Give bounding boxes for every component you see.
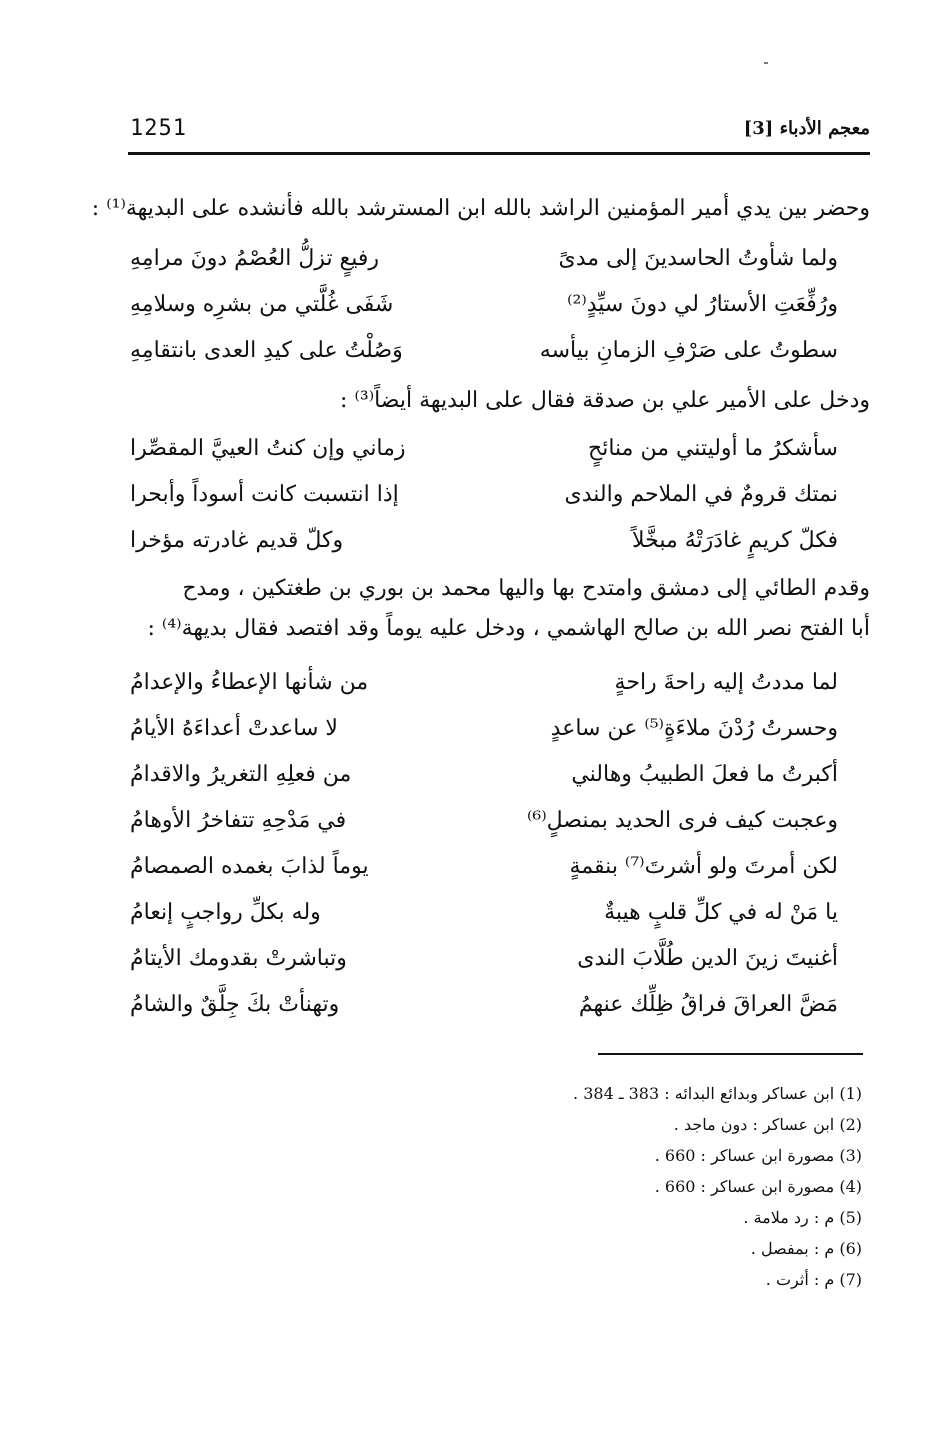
verse-line: [130, 894, 838, 940]
verse-line: [130, 240, 838, 286]
page-header: [128, 112, 870, 155]
verse-line: [130, 756, 838, 802]
verse-line: [130, 476, 838, 522]
verse-line: [130, 710, 838, 756]
verse-first-hemistich: أغنيتَ زينَ الدين طُلَّابَ الندى: [577, 946, 838, 971]
running-head: معجم الأدباء [3]: [743, 118, 870, 139]
verse-second-hemistich: وتباشرتْ بقدومك الأيتامُ: [130, 946, 347, 971]
verse-second-hemistich: من شأنها الإعطاءُ والإعدامُ: [130, 670, 369, 695]
verse-second-hemistich: وكلّ قديم غادرته مؤخرا: [130, 528, 344, 553]
verse-line: [130, 522, 838, 568]
verse-first-hemistich: وعجبت كيف فرى الحديد بمنصلٍ⁽⁶⁾: [526, 808, 838, 833]
verse-line: [130, 848, 838, 894]
verse-second-hemistich: شَفَى غُلَّتي من بشرِه وسلامِهِ: [130, 292, 394, 317]
verse-first-hemistich: لكن أمرتَ ولو أشرتَ⁽⁷⁾ بنقمةٍ: [569, 854, 838, 879]
verse-second-hemistich: وتهنأتْ بكَ جِلَّقٌ والشامُ: [130, 992, 340, 1017]
verse-second-hemistich: وَصُلْتُ على كيدِ العدى بانتقامِهِ: [130, 338, 403, 363]
verse-line: [130, 332, 838, 378]
verse-first-hemistich: لما مددتُ إليه راحةَ راحةٍ: [614, 670, 838, 695]
footnote-item: (1) ابن عساكر وبدائع البدائه : 383 ـ 384 .: [573, 1084, 862, 1103]
paragraph-intro-4: أبا الفتح نصر الله بن صالح الهاشمي ، ودخل عليه يوماً وقد افتصد فقال بديهة⁽⁴⁾ :: [147, 616, 870, 641]
footnote-item: (2) ابن عساكر : دون ماجد .: [673, 1115, 862, 1134]
verse-second-hemistich: وله بكلِّ رواجبٍ إنعامُ: [130, 900, 321, 925]
verse-first-hemistich: ولما شأوتُ الحاسدينَ إلى مدىً: [558, 246, 838, 271]
verse-first-hemistich: نمتك قرومٌ في الملاحم والندى: [564, 482, 838, 507]
verse-line: [130, 430, 838, 476]
verse-second-hemistich: من فعلِهِ التغريرُ والاقدامُ: [130, 762, 352, 787]
verse-first-hemistich: وحسرتُ رُدْنَ ملاءَةٍ⁽⁵⁾ عن ساعدٍ: [550, 716, 838, 741]
verse-line: [130, 940, 838, 986]
verse-second-hemistich: يوماً لذابَ بغمده الصمصامُ: [130, 854, 369, 879]
verse-line: [130, 986, 838, 1032]
footnote-separator: [598, 1053, 863, 1055]
verse-first-hemistich: سطوتُ على صَرْفِ الزمانِ بيأسه: [539, 338, 838, 363]
verse-line: [130, 664, 838, 710]
verse-second-hemistich: إذا انتسبت كانت أسوداً وأبحرا: [130, 482, 399, 507]
verse-second-hemistich: في مَدْحِهِ تتفاخرُ الأوهامُ: [130, 808, 347, 833]
verse-second-hemistich: زماني وإن كنتُ العييَّ المقصِّرا: [130, 436, 406, 461]
verse-first-hemistich: يا مَنْ له في كلِّ قلبٍ هيبةٌ: [604, 900, 838, 925]
verse-first-hemistich: فكلّ كريمٍ غادَرَتْهُ مبخَّلاً: [632, 528, 838, 553]
footnote-item: (4) مصورة ابن عساكر : 660 .: [654, 1177, 862, 1196]
verse-first-hemistich: سأشكرُ ما أوليتني من منائحٍ: [588, 436, 838, 461]
verse-first-hemistich: أكبرتُ ما فعلَ الطبيبُ وهالني: [571, 762, 838, 787]
page-number: 1251: [130, 116, 187, 141]
verse-second-hemistich: رفيعٍ تزلُّ العُصْمُ دونَ مرامِهِ: [130, 246, 380, 271]
paragraph-intro-2: ودخل على الأمير علي بن صدقة فقال على البديهة أيضاً⁽³⁾ :: [340, 388, 870, 413]
verse-first-hemistich: ورُفِّعَتِ الأستارُ لي دونَ سيِّدٍ⁽²⁾: [567, 292, 838, 317]
verse-line: [130, 802, 838, 848]
footnotes: [362, 1078, 862, 1295]
verse-line: [130, 286, 838, 332]
speck-mark: [764, 62, 768, 64]
paragraph-intro-3: وقدم الطائي إلى دمشق وامتدح بها واليها محمد بن بوري بن طغتكين ، ومدح: [182, 576, 870, 601]
footnote-item: (7) م : أثرت .: [765, 1270, 862, 1289]
verse-second-hemistich: لا ساعدتْ أعداءَهُ الأيامُ: [130, 716, 338, 741]
footnote-item: (6) م : بمفصل .: [750, 1239, 862, 1258]
footnote-item: (5) م : رد ملامة .: [743, 1208, 862, 1227]
footnote-item: (3) مصورة ابن عساكر : 660 .: [654, 1146, 862, 1165]
verse-first-hemistich: مَضَّ العراقَ فراقُ ظِلِّك عنهمُ: [578, 992, 838, 1017]
paragraph-intro-1: وحضر بين يدي أمير المؤمنين الراشد بالله ابن المسترشد بالله فأنشده على البديهة⁽¹⁾ :: [91, 196, 870, 221]
